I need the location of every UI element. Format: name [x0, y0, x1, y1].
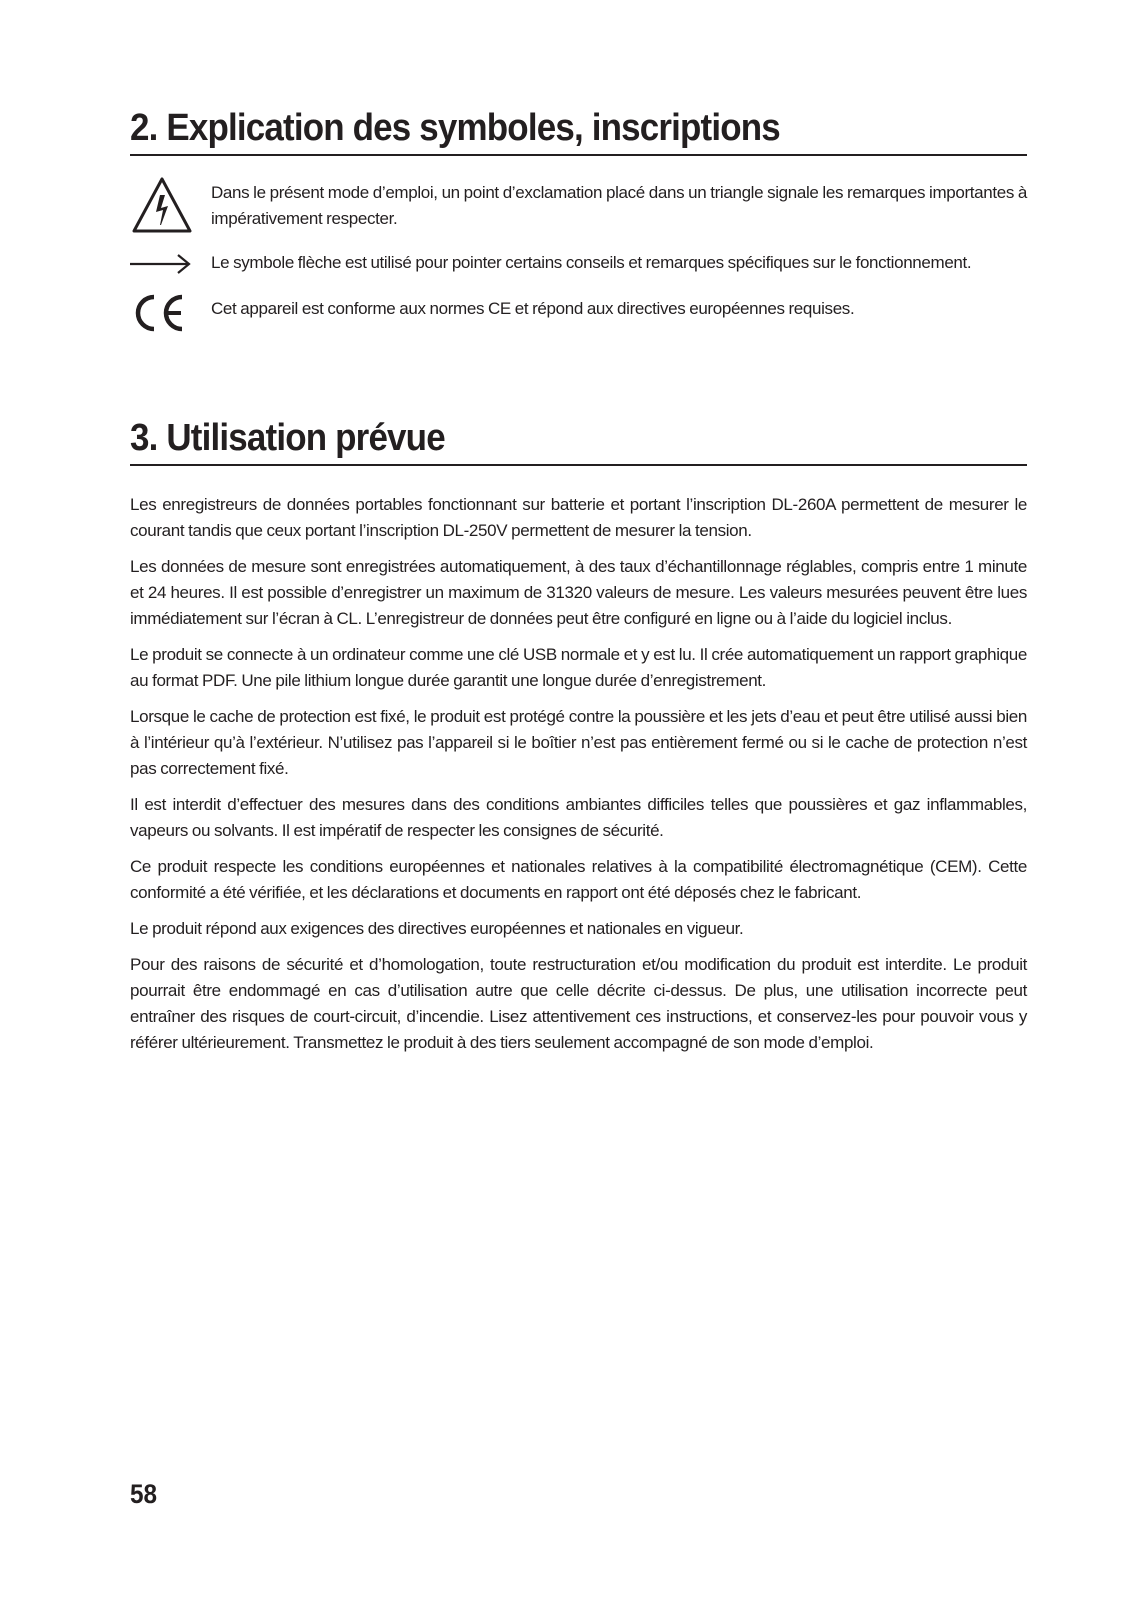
section-rule-symbols — [130, 154, 1027, 156]
paragraph: Les enregistreurs de données portables fonctionnant sur batterie et portant l’inscription DL-260A permettent de mesurer le courant tandis que ceux portant l’inscription DL-250V permettent de mesurer la tension. — [130, 495, 1027, 540]
symbol-text-arrow: Le symbole flèche est utilisé pour pointer certains conseils et remarques spécifiques sur le fonctionnement. — [211, 253, 972, 272]
paragraph: Il est interdit d’effectuer des mesures dans des conditions ambiantes difficiles telles que poussières et gaz inflammables, vapeurs ou solvants. Il est impératif de respecter les consignes de sécurité. — [130, 795, 1027, 840]
arrow-right-icon — [130, 251, 194, 277]
paragraph: Lorsque le cache de protection est fixé, le produit est protégé contre la poussière et les jets d’eau et peut être utilisé aussi bien à l’intérieur qu’à l’extérieur. N’utilisez pas l’appareil si le boîtier n’est pas entièrement fermé ou si le cache de protection n’est pas correctement fixé. — [130, 707, 1027, 778]
section-rule-intended-use — [130, 464, 1027, 466]
section-title-intended-use: 3. Utilisation prévue — [130, 417, 445, 459]
ce-mark-icon — [130, 293, 186, 333]
paragraph: Ce produit respecte les conditions européennes et nationales relatives à la compatibilité électromagnétique (CEM). Cette conformité a été vérifiée, et les déclarations et documents en rapport ont été déposés chez le fabricant. — [130, 857, 1027, 902]
paragraph: Les données de mesure sont enregistrées automatiquement, à des taux d’échantillonnage réglables, compris entre 1 minute et 24 heures. Il est possible d’enregistrer un maximum de 31320 valeurs de mesure. Les valeurs mesurées peuvent être lues immédiatement sur l’écran à CL. L’enregistreur de données peut être configuré en ligne ou à l’aide du logiciel inclus. — [130, 557, 1027, 628]
page-number: 58 — [130, 1479, 158, 1509]
paragraph: Le produit répond aux exigences des directives européennes et nationales en vigueur. — [130, 919, 744, 938]
intended-use-body — [130, 492, 1027, 1066]
paragraph: Le produit se connecte à un ordinateur comme une clé USB normale et y est lu. Il crée automatiquement un rapport graphique au format PDF. Une pile lithium longue durée garantit une longue durée d’enregistrement. — [130, 645, 1027, 690]
warning-lightning-triangle-icon — [130, 175, 194, 237]
symbol-text-warning: Dans le présent mode d’emploi, un point d’exclamation placé dans un triangle signale les remarques importantes à impérativement respecter. — [211, 183, 1027, 228]
symbol-text-ce: Cet appareil est conforme aux normes CE et répond aux directives européennes requises. — [211, 299, 855, 318]
paragraph: Pour des raisons de sécurité et d’homologation, toute restructuration et/ou modification du produit est interdite. Le produit pourrait être endommagé en cas d’utilisation autre que celle décrite ci-dessus. De plus, une utilisation incorrecte peut entraîner des risques de court-circuit, d’incendie. Lisez attentivement ces instructions, et conservez-les pour pouvoir vous y référer ultérieurement. Transmettez le produit à des tiers seulement accompagné de son mode d’emploi. — [130, 955, 1027, 1052]
section-title-symbols: 2. Explication des symboles, inscriptions — [130, 107, 780, 149]
